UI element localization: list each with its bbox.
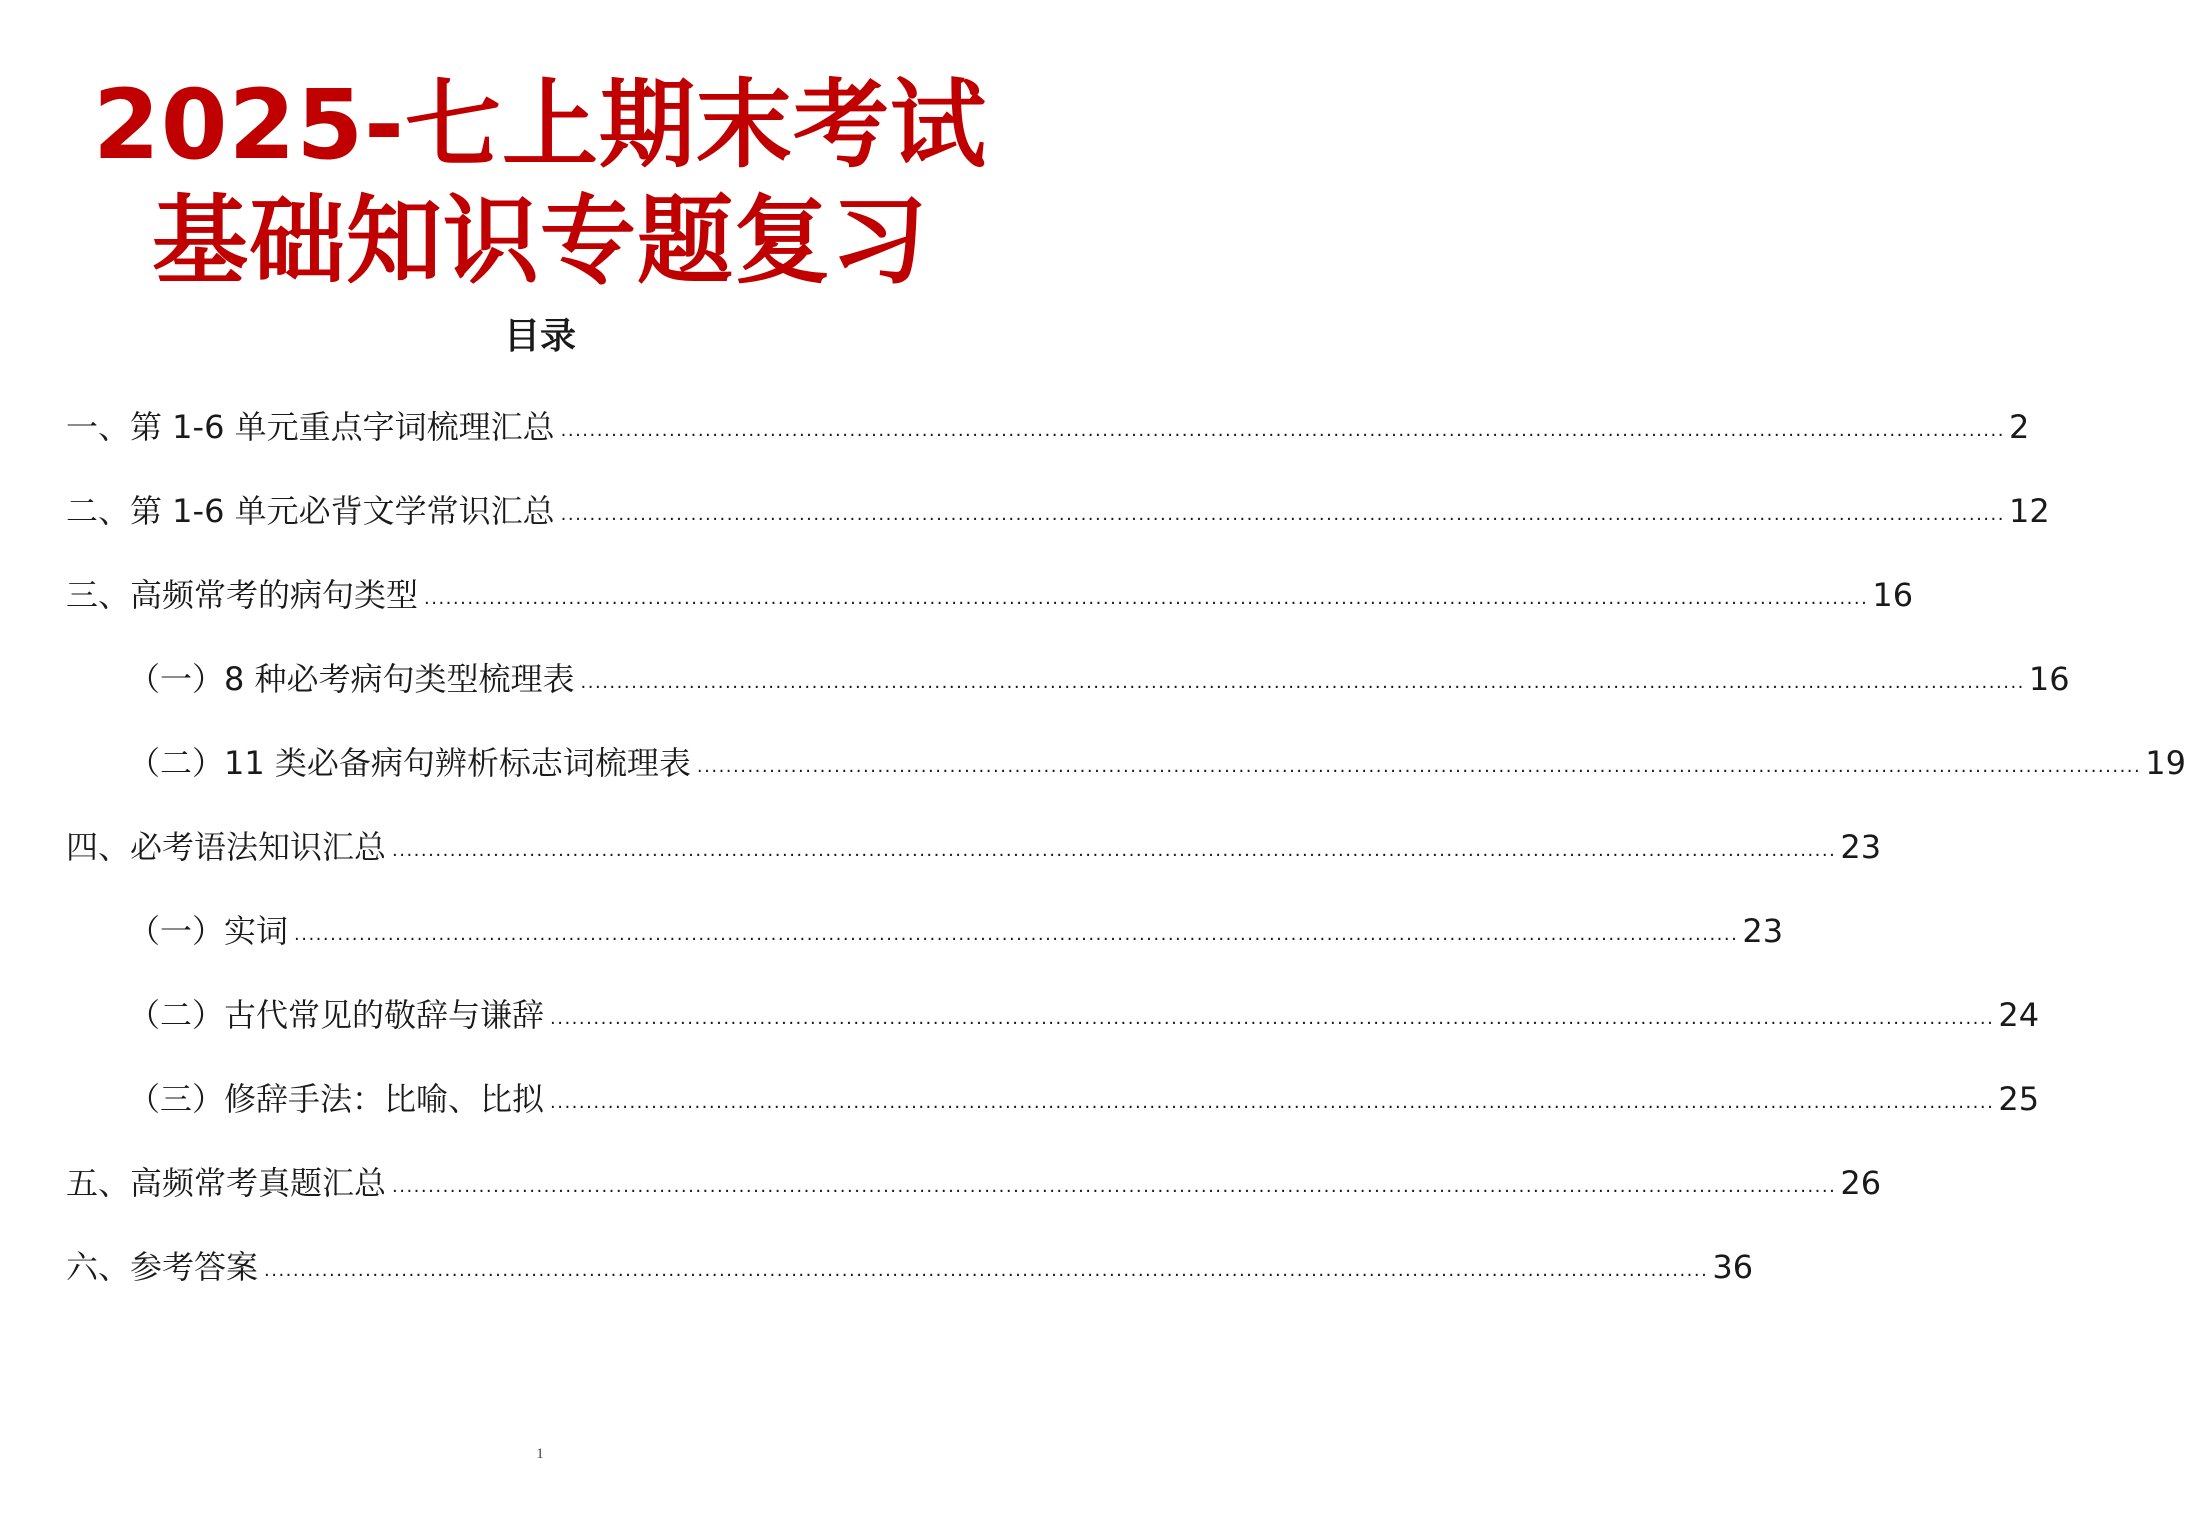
toc-entry-title: （二）古代常见的敬辞与谦辞	[128, 996, 545, 1034]
toc-dot-leader: ........................................................................................................................................................................................................	[392, 840, 1837, 861]
toc-dot-leader: ........................................................................................................................................................................................................	[392, 1176, 1837, 1197]
toc-entry-page: 12	[2008, 492, 2050, 530]
toc-entry-page: 36	[1712, 1248, 1754, 1286]
toc-entry-title: （二）11 类必备病句辨析标志词梳理表	[128, 744, 691, 782]
toc-entry[interactable]	[66, 1158, 1882, 1208]
toc-entry-page: 23	[1742, 912, 1784, 950]
toc-entry-title: 二、第 1-6 单元必背文学常识汇总	[66, 492, 555, 530]
toc-dot-leader: ........................................................................................................................................................................................................	[550, 1008, 1995, 1029]
toc-heading: 目录	[503, 316, 576, 357]
toc-entry-title: （一）实词	[128, 912, 289, 950]
page-number: 1	[536, 1446, 544, 1462]
toc-dot-leader: ........................................................................................................................................................................................................	[560, 420, 2005, 441]
toc-dot-leader: ........................................................................................................................................................................................................	[424, 588, 1869, 609]
document-title-line-2: 基础知识专题复习	[152, 185, 928, 297]
toc-dot-leader: ........................................................................................................................................................................................................	[264, 1260, 1709, 1281]
toc-subentry[interactable]	[128, 738, 2186, 788]
toc-entry-page: 24	[1998, 996, 2040, 1034]
toc-entry-title: 五、高频常考真题汇总	[66, 1164, 387, 1202]
toc-entry-page: 16	[2028, 660, 2070, 698]
toc-entry-page: 23	[1840, 828, 1882, 866]
toc-entry[interactable]	[66, 486, 2050, 536]
toc-dot-leader: ........................................................................................................................................................................................................	[550, 1092, 1995, 1113]
toc-entry[interactable]	[66, 402, 2030, 452]
toc-entry-page: 2	[2008, 408, 2030, 446]
toc-entry-title: （一）8 种必考病句类型梳理表	[128, 660, 575, 698]
toc-entry[interactable]	[66, 822, 1882, 872]
toc-subentry[interactable]	[128, 990, 2040, 1040]
toc-subentry[interactable]	[128, 906, 1784, 956]
toc-entry-title: 一、第 1-6 单元重点字词梳理汇总	[66, 408, 555, 446]
document-title-line-1: 2025-七上期末考试	[92, 69, 988, 181]
toc-entry-title: 六、参考答案	[66, 1248, 259, 1286]
toc-entry-page: 25	[1998, 1080, 2040, 1118]
toc-dot-leader: ........................................................................................................................................................................................................	[580, 672, 2025, 693]
toc-dot-leader: ........................................................................................................................................................................................................	[560, 504, 2005, 525]
toc-dot-leader: ........................................................................................................................................................................................................	[696, 756, 2142, 777]
toc-entry-page: 26	[1840, 1164, 1882, 1202]
toc-entry[interactable]	[66, 1242, 1754, 1292]
toc-dot-leader: ........................................................................................................................................................................................................	[294, 924, 1739, 945]
toc-subentry[interactable]	[128, 1074, 2040, 1124]
toc-entry-title: （三）修辞手法：比喻、比拟	[128, 1080, 545, 1118]
toc-entry-title: 四、必考语法知识汇总	[66, 828, 387, 866]
toc-entry-page: 16	[1872, 576, 1914, 614]
toc-entry[interactable]	[66, 570, 1914, 620]
toc-entry-title: 三、高频常考的病句类型	[66, 576, 419, 614]
toc-subentry[interactable]	[128, 654, 2070, 704]
toc-entry-page: 19	[2145, 744, 2186, 782]
